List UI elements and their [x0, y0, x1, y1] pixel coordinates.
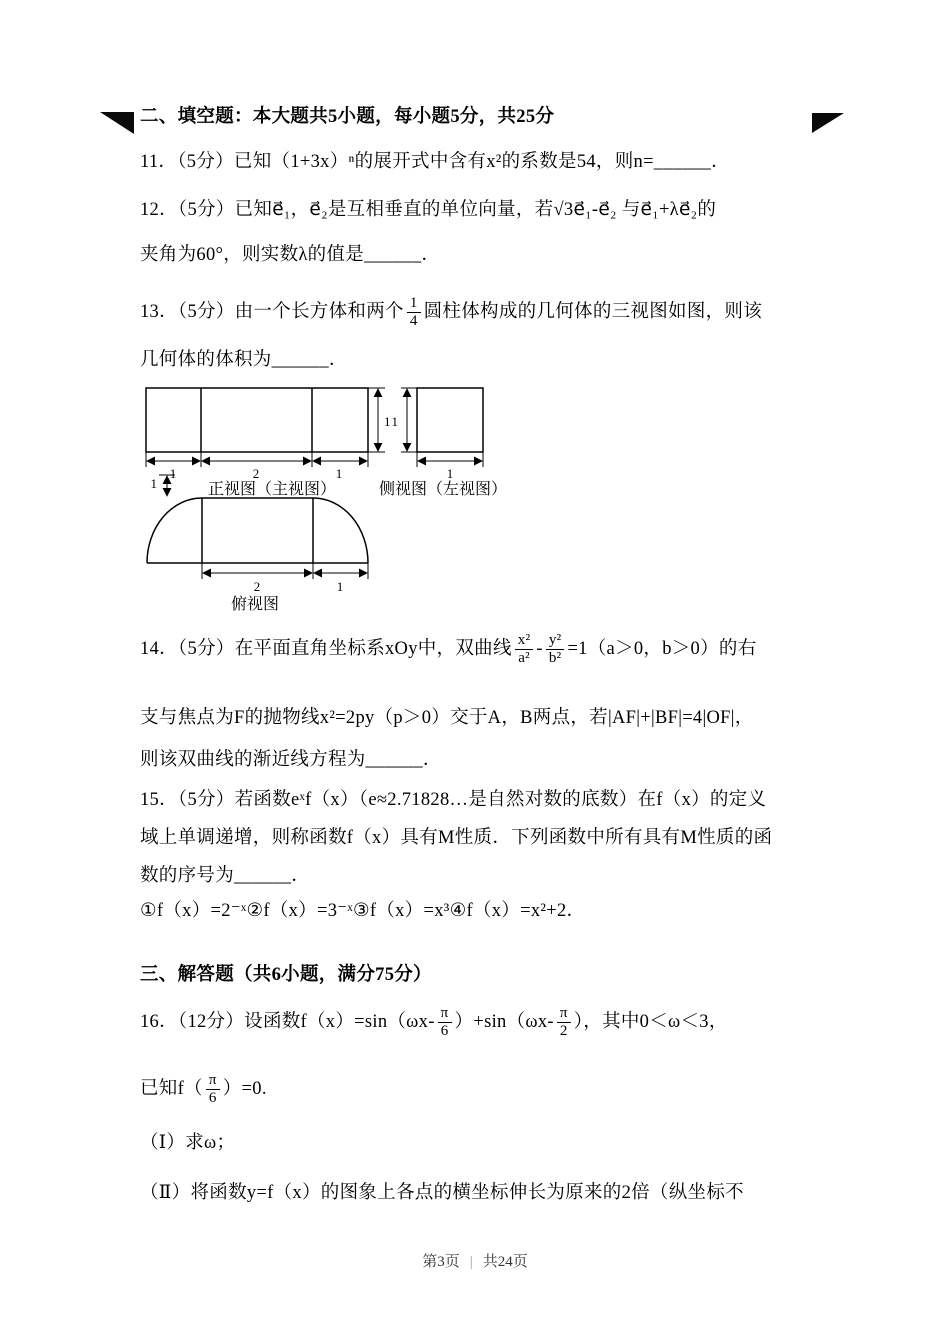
q13-line1-post: 圆柱体构成的几何体的三视图如图，则该	[423, 301, 763, 322]
fraction-numerator: y²	[546, 632, 565, 650]
side-view-label: 侧视图（左视图）	[378, 481, 508, 498]
question-16-line1	[140, 1005, 728, 1041]
fraction-numerator: 1	[407, 295, 421, 313]
footer-separator: |	[469, 1254, 473, 1270]
fraction-denominator: 2	[559, 1023, 568, 1040]
footer-total-pages: 共24页	[482, 1254, 528, 1270]
q16-line1-mid: ）+sin（ωx-	[454, 1011, 554, 1032]
question-15-line2: 域上单调递增，则称函数f（x）具有M性质．下列函数中所有具有M性质的函	[140, 828, 773, 848]
question-15-line3: 数的序号为______．	[140, 866, 311, 886]
section-solve-title: 三、解答题（共6小题，满分75分）	[140, 965, 432, 985]
fraction-numerator: π	[557, 1005, 571, 1023]
top-dim-w1: 2	[253, 579, 261, 594]
fraction-numerator: π	[438, 1005, 452, 1023]
question-16-part2: （Ⅱ）将函数y=f（x）的图象上各点的横坐标伸长为原来的2倍（纵坐标不	[140, 1183, 744, 1203]
question-13-line1	[140, 295, 762, 331]
fraction-pi-2	[557, 1005, 571, 1041]
question-11-text: 11．（5分）已知（1+3x）ⁿ的展开式中含有x²的系数是54，则n=______．	[140, 152, 730, 172]
front-view-label: 正视图（主视图）	[207, 481, 337, 498]
front-dim-w2: 2	[252, 466, 260, 481]
fold-mark-left	[100, 112, 134, 134]
q14-minus-sign: -	[536, 638, 543, 659]
section-fill-title: 二、填空题：本大题共5小题，每小题5分，共25分	[140, 107, 555, 127]
three-view-diagram	[145, 383, 705, 618]
question-16-part1: （Ⅰ）求ω；	[140, 1133, 236, 1153]
question-15-line1: 15．（5分）若函数eˣf（x）（e≈2.71828…是自然对数的底数）在f（x）的定义	[140, 790, 767, 810]
fraction-denominator: a²	[518, 650, 530, 667]
front-view	[146, 388, 391, 498]
fraction-one-fourth	[407, 295, 421, 331]
question-14-line2: 支与焦点为F的抛物线x²=2py（p＞0）交于A，B两点，若|AF|+|BF|=4|OF|，	[140, 708, 754, 728]
front-dim-h: 1	[384, 414, 391, 429]
fraction-denominator: 4	[409, 313, 418, 330]
question-13-line2: 几何体的体积为______．	[140, 350, 348, 370]
top-dim-w2: 1	[336, 579, 344, 594]
q14-line1-post: =1（a＞0，b＞0）的右	[567, 638, 757, 659]
front-view-rect	[146, 388, 368, 452]
side-dim-w: 1	[446, 466, 454, 481]
top-view-right-arc	[313, 498, 368, 563]
front-dim-w1: 1	[169, 466, 177, 481]
q14-line1-pre: 14．（5分）在平面直角坐标系xOy中，双曲线	[140, 638, 512, 659]
page-footer	[0, 1250, 950, 1271]
q16-line1-post: ），其中0＜ω＜3，	[573, 1011, 728, 1032]
fraction-x2-a2	[515, 632, 534, 668]
fraction-pi-6	[206, 1072, 220, 1108]
top-dim-h: 1	[150, 476, 157, 491]
side-view-rect	[417, 388, 483, 452]
footer-page-number: 第3页	[422, 1254, 460, 1270]
question-12-line2: 夹角为60°，则实数λ的值是______．	[140, 245, 441, 265]
top-view-label: 俯视图	[230, 596, 280, 613]
q16-line2-post: ）=0.	[222, 1078, 267, 1099]
fraction-numerator: π	[206, 1072, 220, 1090]
top-view-left-arc	[147, 498, 202, 563]
question-16-line2	[140, 1072, 267, 1108]
question-15-line4: ①f（x）=2⁻ˣ②f（x）=3⁻ˣ③f（x）=x³④f（x）=x²+2．	[140, 901, 586, 921]
front-dim-w3: 1	[335, 466, 343, 481]
q13-line1-pre: 13．（5分）由一个长方体和两个	[140, 301, 404, 322]
q16-line1-pre: 16．（12分）设函数f（x）=sin（ωx-	[140, 1011, 435, 1032]
fraction-y2-b2	[546, 632, 565, 668]
fraction-pi-6	[438, 1005, 452, 1041]
fraction-denominator: 6	[440, 1023, 449, 1040]
question-14-line3: 则该双曲线的渐近线方程为______．	[140, 750, 442, 770]
fraction-numerator: x²	[515, 632, 534, 650]
fold-mark-right	[812, 113, 844, 133]
fraction-denominator: 6	[208, 1090, 217, 1107]
question-12-line1: 12．（5分）已知e⃗₁，e⃗₂是互相垂直的单位向量，若√3e⃗₁-e⃗₂ 与e⃗₁+λe⃗₂的	[140, 200, 717, 220]
fraction-denominator: b²	[548, 650, 562, 667]
question-14-line1	[140, 632, 757, 668]
side-view	[379, 388, 507, 498]
side-dim-h: 1	[391, 414, 398, 429]
q16-line2-pre: 已知f（	[140, 1078, 203, 1099]
